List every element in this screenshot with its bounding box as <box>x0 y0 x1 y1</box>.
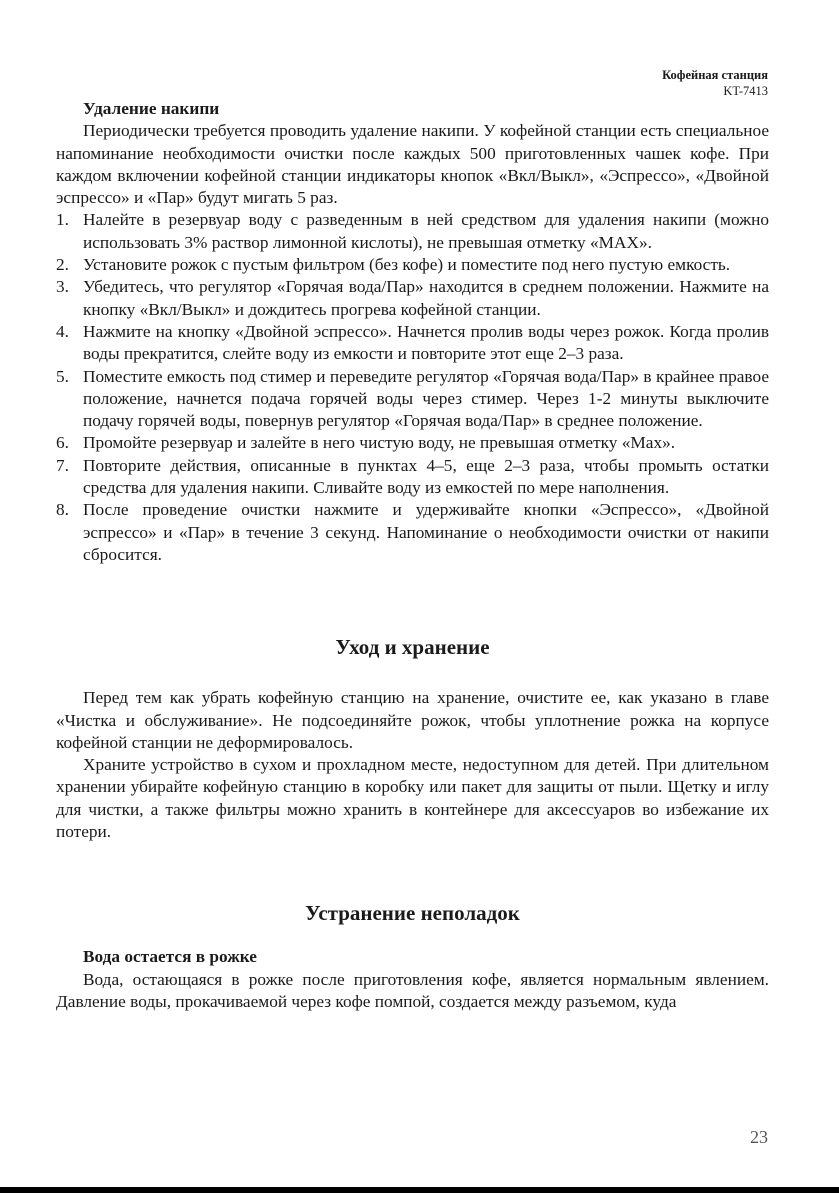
descaling-heading: Удаление накипи <box>83 99 220 118</box>
step-text: Налейте в резервуар воду с разведенным в ней средством для удаления накипи (можно использовать 3% раствор лимонной кислоты), не превышая отметку «MAX». <box>83 210 769 252</box>
step-text: Убедитесь, что регулятор «Горячая вода/Пар» находится в среднем положении. Нажмите на кнопку «Вкл/Выкл» и дождитесь прогрева кофейной станции. <box>83 277 769 319</box>
troubleshooting-section-title: Устранение неполадок <box>305 901 520 926</box>
care-paragraph-1: Перед тем как убрать кофейную станцию на хранение, очистите ее, как указано в главе «Чистка и обслуживание». Не подсоединяйте рожок, чтобы уплотнение рожка на корпусе кофейной станции не деформировалось. <box>56 688 769 752</box>
care-section-title: Уход и хранение <box>335 635 490 660</box>
spacer <box>56 566 769 634</box>
descaling-steps-list <box>56 209 769 566</box>
step-item <box>56 209 769 254</box>
step-text: Нажмите на кнопку «Двойной эспрессо». Начнется пролив воды через рожок. Когда пролив воды прекратится, слейте воду из емкости и повторите этот еще 2–3 раза. <box>83 321 769 364</box>
step-number: 2. <box>56 255 69 275</box>
troubleshooting-heading: Вода остается в рожке <box>83 947 257 967</box>
spacer <box>56 843 769 900</box>
step-item <box>56 254 769 276</box>
step-item <box>56 455 769 500</box>
step-text: Повторите действия, описанные в пунктах 4–5, еще 2–3 раза, чтобы промыть остатки средства для удаления накипи. Сливайте воду из емкостей по мере наполнения. <box>83 455 769 498</box>
spacer <box>56 926 769 946</box>
step-item <box>56 366 769 433</box>
bottom-edge-bar <box>0 1187 839 1193</box>
running-header <box>662 67 768 99</box>
step-number: 6. <box>56 433 69 453</box>
page-number: 23 <box>750 1127 768 1147</box>
step-text: Установите рожок с пустым фильтром (без кофе) и поместите под него пустую емкость. <box>83 255 731 275</box>
step-item <box>56 276 769 321</box>
step-text: После проведение очистки нажмите и удерживайте кнопки «Эспрессо», «Двойной эспрессо» и «Пар» в течение 3 секунд. Напоминание о необходимости очистки от накипи сбросится. <box>83 500 769 564</box>
step-text: Промойте резервуар и залейте в него чистую воду, не превышая отметку «Max». <box>83 433 676 453</box>
header-product-title: Кофейная станция <box>662 68 768 82</box>
step-item <box>56 432 769 454</box>
troubleshooting-paragraph: Вода, остающаяся в рожке после приготовления кофе, является нормальным явлением. Давление воды, прокачиваемой через кофе помпой, создается между разъемом, куда <box>56 969 769 1011</box>
care-paragraph-2: Храните устройство в сухом и прохладном месте, недоступном для детей. При длительном хранении убирайте кофейную станцию в коробку или пакет для защиты от пыли. Щетку и иглу для чистки, а также фильтры можно хранить в контейнере для аксессуаров во избежание их потери. <box>56 755 769 842</box>
step-number: 4. <box>56 321 69 341</box>
step-number: 7. <box>56 455 69 475</box>
step-item <box>56 499 769 566</box>
step-number: 8. <box>56 500 69 520</box>
page-content <box>56 98 769 1013</box>
step-number: 3. <box>56 277 69 297</box>
step-item <box>56 321 769 366</box>
header-model-number: KT-7413 <box>723 84 768 98</box>
descaling-intro: Периодически требуется проводить удаление накипи. У кофейной станции есть специальное напоминание необходимости очистки после каждых 500 приготовленных чашек кофе. При каждом включении кофейной станции индикаторы кнопок «Вкл/Выкл», «Эспрессо», «Двойной эспрессо» и «Пар» будут мигать 5 раз. <box>56 121 769 208</box>
spacer <box>56 660 769 687</box>
step-number: 5. <box>56 366 69 386</box>
step-number: 1. <box>56 210 69 230</box>
step-text: Поместите емкость под стимер и переведите регулятор «Горячая вода/Пар» в крайнее правое положение, начнется подача горячей воды через стимер. Через 1-2 минуты выключите подачу горячей воды, повернув регулятор «Горячая вода/Пар» в среднее положение. <box>83 366 769 431</box>
